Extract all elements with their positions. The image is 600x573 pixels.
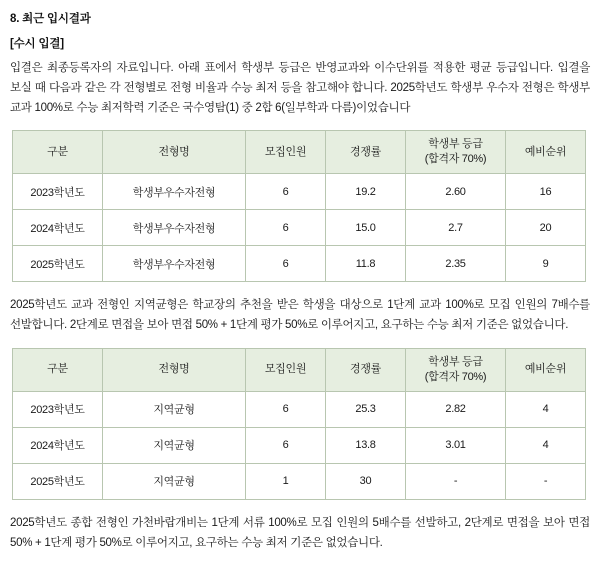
cell-admission-type: 학생부우수자전형 [103,246,246,282]
cell-waitlist-rank: 4 [506,427,586,463]
column-header-admission-type: 전형명 [103,348,246,391]
column-header-grade-line1: 학생부 등급 [428,355,483,368]
cell-competition-rate: 19.2 [326,174,406,210]
cell-quota: 6 [246,210,326,246]
paragraph-regional-balance: 2025학년도 교과 전형인 지역균형은 학교장의 추천을 받은 학생을 대상으로 1단계 교과 100%로 모집 인원의 7배수를 선발합니다. 2단계로 면접을 보아 면접 50% + 1단계 평가 50%로 이루어지고, 요구하는 수능 최저 기준은 없었습니다. [10,299,590,332]
cell-admission-type: 지역균형 [103,391,246,427]
cell-admission-type: 학생부우수자전형 [103,210,246,246]
cell-grade: 3.01 [406,427,506,463]
table-row [13,174,586,210]
column-header-grade-line1: 학생부 등급 [428,138,483,151]
cell-waitlist-rank: 20 [506,210,586,246]
cell-grade: 2.35 [406,246,506,282]
cell-quota: 6 [246,174,326,210]
cell-admission-type: 지역균형 [103,427,246,463]
cell-category: 2024학년도 [13,427,103,463]
cell-category: 2025학년도 [13,246,103,282]
column-header-quota: 모집인원 [246,131,326,174]
cell-competition-rate: 25.3 [326,391,406,427]
admission-results-table-1 [12,130,586,282]
column-header-competition-rate: 경쟁률 [326,131,406,174]
table-header-row [13,131,586,174]
cell-grade: 2.82 [406,391,506,427]
table-row [13,391,586,427]
section-title: 8. 최근 입시결과 [10,13,91,25]
table-row [13,427,586,463]
cell-grade: 2.60 [406,174,506,210]
cell-waitlist-rank: 16 [506,174,586,210]
column-header-grade-line2: (합격자 70%) [424,153,487,166]
table-row [13,246,586,282]
cell-category: 2025학년도 [13,463,103,499]
cell-grade: 2.7 [406,210,506,246]
cell-quota: 1 [246,463,326,499]
column-header-admission-type: 전형명 [103,131,246,174]
cell-competition-rate: 11.8 [326,246,406,282]
cell-waitlist-rank: - [506,463,586,499]
column-header-competition-rate: 경쟁률 [326,348,406,391]
cell-quota: 6 [246,246,326,282]
column-header-category: 구분 [13,131,103,174]
cell-quota: 6 [246,427,326,463]
cell-waitlist-rank: 4 [506,391,586,427]
cell-competition-rate: 15.0 [326,210,406,246]
table-row [13,463,586,499]
cell-competition-rate: 13.8 [326,427,406,463]
cell-grade: - [406,463,506,499]
column-header-grade-line2: (합격자 70%) [424,370,487,383]
cell-admission-type: 지역균형 [103,463,246,499]
cell-competition-rate: 30 [326,463,406,499]
table-row [13,210,586,246]
column-header-grade [406,348,506,391]
paragraph-intro: 입결은 최종등록자의 자료입니다. 아래 표에서 학생부 등급은 반영교과와 이수단위를 적용한 평균 등급입니다. 입결을 보실 때 다음과 같은 각 전형별로 전형 비율과 수능 최저 등을 참고해야 합니다. 2025학년도 학생부 우수자 전형은 학생부 교과 100%로 수능 최저학력 기준은 국수영탐(1) 중 2합 6(일부학과 다름)이었습니다 [10,62,590,114]
column-header-waitlist-rank: 예비순위 [506,348,586,391]
column-header-grade [406,131,506,174]
column-header-category: 구분 [13,348,103,391]
cell-category: 2024학년도 [13,210,103,246]
cell-waitlist-rank: 9 [506,246,586,282]
cell-category: 2023학년도 [13,174,103,210]
cell-quota: 6 [246,391,326,427]
cell-category: 2023학년도 [13,391,103,427]
cell-admission-type: 학생부우수자전형 [103,174,246,210]
column-header-waitlist-rank: 예비순위 [506,131,586,174]
paragraph-comprehensive: 2025학년도 종합 전형인 가천바랍개비는 1단계 서류 100%로 모집 인원의 5배수를 선발하고, 2단계로 면접을 보아 면접 50% + 1단계 평가 50%로 이루어지고, 요구하는 수능 최저 기준은 없었습니다. [10,516,590,549]
column-header-quota: 모집인원 [246,348,326,391]
subsection-title: [수시 입결] [10,38,64,50]
table-header-row [13,348,586,391]
admission-results-table-2 [12,348,586,500]
